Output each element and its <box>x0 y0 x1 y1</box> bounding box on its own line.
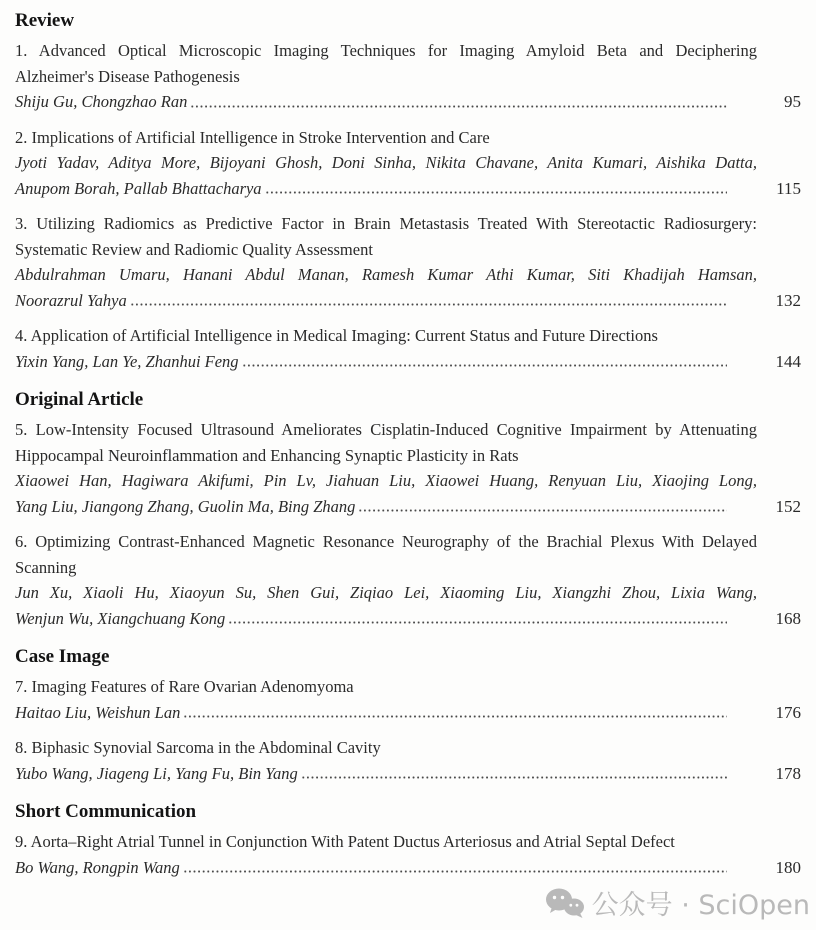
section-heading: Original Article <box>15 389 144 410</box>
entry-authors-row <box>15 89 801 115</box>
dotted-leader <box>358 506 727 515</box>
toc-entry <box>15 417 801 519</box>
entry-authors-row <box>15 349 801 375</box>
entry-authors-line: Xiaowei Han, Hagiwara Akifumi, Pin Lv, Jiahuan Liu, Xiaowei Huang, Renyuan Liu, Xiaojing Long, <box>15 471 757 490</box>
entry-authors-line: Jyoti Yadav, Aditya More, Bijoyani Ghosh, Doni Sinha, Nikita Chavane, Anita Kumari, Aishika Datta, <box>15 153 757 172</box>
entry-title-line: Alzheimer's Disease Pathogenesis <box>15 66 240 86</box>
entry-title-line: Hippocampal Neuroinflammation and Enhancing Synaptic Plasticity in Rats <box>15 445 519 465</box>
entry-authors-row <box>15 855 801 881</box>
page-number: 115 <box>776 178 801 198</box>
entry-authors-row <box>15 700 801 726</box>
page-number: 95 <box>784 92 801 111</box>
dotted-leader <box>190 102 727 111</box>
toc-entry <box>15 674 801 725</box>
section-heading: Short Communication <box>15 801 197 822</box>
entry-authors: Yubo Wang, Jiageng Li, Yang Fu, Bin Yang <box>15 763 298 783</box>
toc-entry <box>15 735 801 786</box>
dotted-leader <box>228 618 727 627</box>
page-number: 144 <box>775 351 801 371</box>
entry-authors-row <box>15 176 801 202</box>
entry-authors-row <box>15 761 801 787</box>
entry-authors: Yixin Yang, Lan Ye, Zhanhui Feng <box>15 351 239 371</box>
entry-authors-row <box>15 494 801 520</box>
page-number: 176 <box>775 702 801 722</box>
entry-title-line: 8. Biphasic Synovial Sarcoma in the Abdominal Cavity <box>15 738 381 757</box>
entry-authors: Anupom Borah, Pallab Bhattacharya <box>15 178 262 198</box>
page-number: 178 <box>775 763 801 783</box>
dotted-leader <box>183 712 727 721</box>
page-number: 152 <box>775 496 801 516</box>
entry-title-line: 5. Low-Intensity Focused Ultrasound Ameliorates Cisplatin-Induced Cognitive Impairment by Attenuating <box>15 420 757 439</box>
entry-authors: Shiju Gu, Chongzhao Ran <box>15 92 188 111</box>
section-heading: Case Image <box>15 646 110 667</box>
toc <box>15 8 801 880</box>
entry-title-line: 1. Advanced Optical Microscopic Imaging Techniques for Imaging Amyloid Beta and Deciphering <box>15 41 757 60</box>
entry-authors-line: Jun Xu, Xiaoli Hu, Xiaoyun Su, Shen Gui, Ziqiao Lei, Xiaoming Liu, Xiangzhi Zhou, Lixia Wang, <box>15 583 757 602</box>
entry-title-line: Scanning <box>15 557 77 577</box>
watermark-text: 公众号 · SciOpen <box>591 890 810 921</box>
page-number: 180 <box>775 857 801 877</box>
entry-title-line: Systematic Review and Radiomic Quality Assessment <box>15 239 373 259</box>
toc-entry <box>15 125 801 202</box>
entry-title-line: 3. Utilizing Radiomics as Predictive Factor in Brain Metastasis Treated With Stereotactic Radiosurgery: <box>15 214 757 233</box>
section-heading: Review <box>15 10 75 31</box>
page-number: 168 <box>775 608 801 628</box>
toc-entry <box>15 829 801 880</box>
entry-authors-row <box>15 288 801 314</box>
toc-entry <box>15 211 801 313</box>
entry-title-line: 6. Optimizing Contrast-Enhanced Magnetic Resonance Neurography of the Brachial Plexus With Delayed <box>15 532 757 551</box>
dotted-leader <box>130 300 727 309</box>
page-number: 132 <box>775 290 801 310</box>
entry-authors: Bo Wang, Rongpin Wang <box>15 857 180 877</box>
dotted-leader <box>242 361 727 370</box>
entry-authors: Yang Liu, Jiangong Zhang, Guolin Ma, Bing Zhang <box>15 496 356 516</box>
entry-title-line: 7. Imaging Features of Rare Ovarian Adenomyoma <box>15 677 354 696</box>
entry-title-line: 4. Application of Artificial Intelligence in Medical Imaging: Current Status and Future Directions <box>15 326 658 345</box>
entry-authors-line: Abdulrahman Umaru, Hanani Abdul Manan, Ramesh Kumar Athi Kumar, Siti Khadijah Hamsan, <box>15 265 757 284</box>
entry-authors-row <box>15 606 801 632</box>
wechat-icon <box>545 887 585 919</box>
toc-entry <box>15 38 801 115</box>
toc-entry <box>15 529 801 631</box>
dotted-leader <box>301 773 727 782</box>
dotted-leader <box>265 188 727 197</box>
toc-entry <box>15 323 801 374</box>
watermark <box>545 883 810 922</box>
entry-title-line: 9. Aorta–Right Atrial Tunnel in Conjunction With Patent Ductus Arteriosus and Atrial Septal Defect <box>15 832 675 851</box>
entry-authors: Haitao Liu, Weishun Lan <box>15 702 181 722</box>
entry-authors: Wenjun Wu, Xiangchuang Kong <box>15 608 226 628</box>
dotted-leader <box>183 867 727 876</box>
entry-title-line: 2. Implications of Artificial Intelligence in Stroke Intervention and Care <box>15 127 490 147</box>
entry-authors: Noorazrul Yahya <box>15 290 127 310</box>
